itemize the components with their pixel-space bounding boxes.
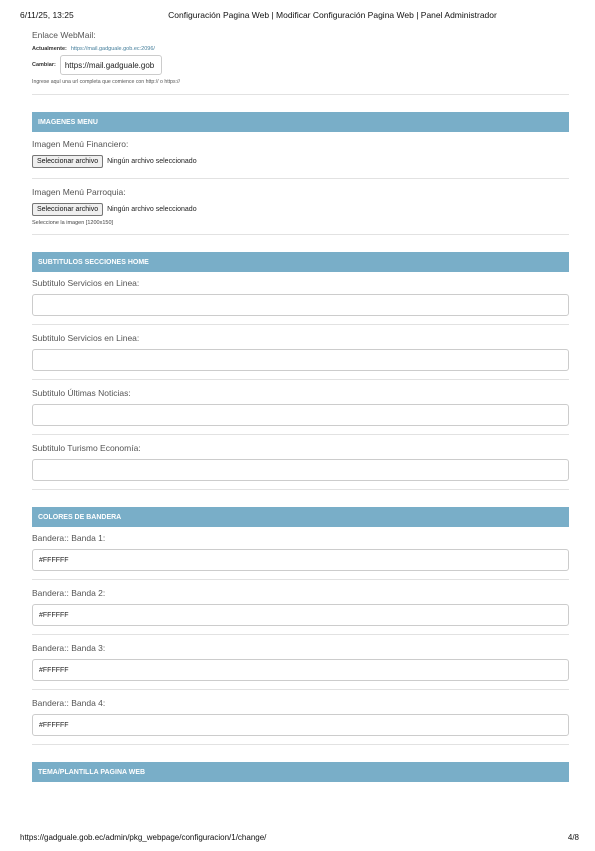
imagen-financiero-label: Imagen Menú Financiero: [32, 139, 129, 149]
no-file-text: Ningún archivo seleccionado [107, 158, 197, 165]
bandera-color-input[interactable]: #FFFFFF [32, 604, 569, 626]
bandera-field [32, 527, 569, 579]
subtitulo-input[interactable] [32, 349, 569, 371]
bandera-field [32, 690, 569, 744]
bandera-color-input[interactable]: #FFFFFF [32, 659, 569, 681]
bandera-color-input[interactable]: #FFFFFF [32, 549, 569, 571]
file-row [32, 203, 569, 216]
bandera-field [32, 635, 569, 689]
print-datetime: 6/11/25, 13:25 [20, 10, 74, 20]
current-label: Actualmente: [32, 46, 67, 52]
select-file-button-financiero[interactable]: Seleccionar archivo [32, 155, 103, 168]
subtitulo-field [32, 435, 569, 489]
print-url: https://gadguale.gob.ec/admin/pkg_webpage/configuracion/1/change/ [20, 833, 267, 842]
print-footer [20, 833, 579, 845]
subtitulo-label: Subtitulo Servicios en Linea: [32, 278, 140, 288]
form-content [32, 30, 569, 782]
bandera-color-input[interactable]: #FFFFFF [32, 714, 569, 736]
subtitulo-input[interactable] [32, 404, 569, 426]
imagen-parroquia-label: Imagen Menú Parroquia: [32, 187, 126, 197]
select-file-button-parroquia[interactable]: Seleccionar archivo [32, 203, 103, 216]
subtitulo-field [32, 272, 569, 324]
section-header-subtitulos: SUBTITULOS SECCIONES HOME [32, 252, 569, 272]
webmail-change-row [32, 55, 569, 75]
print-page-number: 4/8 [567, 833, 579, 842]
subtitulo-label: Subtitulo Servicios en Linea: [32, 333, 140, 343]
bandera-label: Bandera:: Banda 4: [32, 698, 106, 708]
imagen-parroquia-field [32, 179, 569, 234]
section-header-colores: COLORES DE BANDERA [32, 507, 569, 527]
change-label: Cambiar: [32, 62, 56, 68]
bandera-label: Bandera:: Banda 1: [32, 533, 106, 543]
webmail-current-row [32, 46, 569, 52]
webmail-help-text: Ingrese aquí una url completa que comience con http:// o https:// [32, 79, 180, 85]
webmail-url-input[interactable] [60, 55, 162, 75]
subtitulo-field [32, 380, 569, 434]
bandera-field [32, 580, 569, 634]
print-page-title: Configuración Pagina Web | Modificar Configuración Pagina Web | Panel Administrador [168, 10, 497, 20]
subtitulo-label: Subtitulo Turismo Economía: [32, 443, 141, 453]
no-file-text: Ningún archivo seleccionado [107, 206, 197, 213]
bandera-label: Bandera:: Banda 2: [32, 588, 106, 598]
section-header-imagenes-menu: IMAGENES MENU [32, 112, 569, 132]
imagen-financiero-field [32, 132, 569, 178]
subtitulo-input[interactable] [32, 294, 569, 316]
bandera-label: Bandera:: Banda 3: [32, 643, 106, 653]
file-row [32, 155, 569, 168]
section-header-tema: TEMA/PLANTILLA PAGINA WEB [32, 762, 569, 782]
webmail-field [32, 30, 569, 85]
webmail-label: Enlace WebMail: [32, 30, 96, 40]
print-header [20, 10, 575, 22]
webmail-current-link[interactable]: https://mail.gadguale.gob.ec:2096/ [70, 46, 155, 52]
subtitulo-input[interactable] [32, 459, 569, 481]
subtitulo-field [32, 325, 569, 379]
subtitulo-label: Subtitulo Últimas Noticias: [32, 388, 131, 398]
image-help-text: Seleccione la imagen [1200x150] [32, 220, 114, 226]
